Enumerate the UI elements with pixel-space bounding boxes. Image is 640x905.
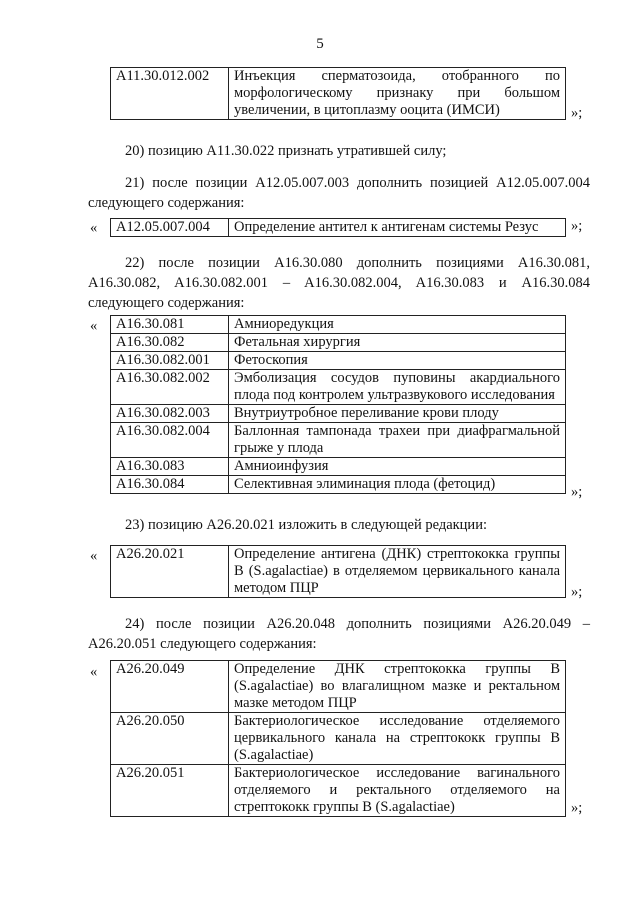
code-cell: A26.20.050 — [111, 713, 229, 765]
opening-quote: « — [90, 548, 98, 564]
name-cell: Фетальная хирургия — [229, 334, 566, 352]
item-24-text: 24) после позиции A26.20.048 дополнить позициями A26.20.049 – A26.20.051 следующего содержания: — [88, 616, 590, 652]
code-cell: A26.20.021 — [111, 546, 229, 598]
name-cell: Определение антигена (ДНК) стрептококка группы B (S.agalactiae) в отделяемом цервикального канала методом ПЦР — [229, 546, 566, 598]
code-cell: A16.30.084 — [111, 476, 229, 494]
table-row — [111, 316, 566, 334]
table-row — [111, 68, 566, 120]
table-row — [111, 661, 566, 713]
name-cell: Определение антител к антигенам системы Резус — [229, 219, 566, 237]
table-23 — [110, 545, 566, 598]
table-row — [111, 476, 566, 494]
closing-quote: »; — [571, 105, 583, 121]
closing-quote: »; — [571, 800, 583, 816]
page-number: 5 — [316, 36, 324, 52]
table-22 — [110, 315, 566, 494]
code-cell: A16.30.083 — [111, 458, 229, 476]
item-23-text: 23) позицию A26.20.021 изложить в следующей редакции: — [125, 517, 487, 533]
name-cell: Определение ДНК стрептококка группы B (S.agalactiae) во влагалищном мазке и ректальном мазке методом ПЦР — [229, 661, 566, 713]
code-cell: A26.20.049 — [111, 661, 229, 713]
table-row — [111, 423, 566, 458]
name-cell: Баллонная тампонада трахеи при диафрагмальной грыже у плода — [229, 423, 566, 458]
code-cell: A16.30.082.001 — [111, 352, 229, 370]
table-row — [111, 405, 566, 423]
table-row — [111, 370, 566, 405]
name-cell: Фетоскопия — [229, 352, 566, 370]
code-cell: A11.30.012.002 — [111, 68, 229, 120]
name-cell: Селективная элиминация плода (фетоцид) — [229, 476, 566, 494]
code-cell: A16.30.081 — [111, 316, 229, 334]
closing-quote: »; — [571, 484, 583, 500]
table-top — [110, 67, 566, 120]
table-row — [111, 765, 566, 817]
opening-quote: « — [90, 664, 98, 680]
table-24 — [110, 660, 566, 817]
name-cell: Инъекция сперматозоида, отобранного по морфологическому признаку при большом увеличении, в цитоплазму ооцита (ИМСИ) — [229, 68, 566, 120]
table-row — [111, 458, 566, 476]
name-cell: Эмболизация сосудов пуповины акардиального плода под контролем ультразвукового исследования — [229, 370, 566, 405]
closing-quote: »; — [571, 584, 583, 600]
opening-quote: « — [90, 318, 98, 334]
code-cell: A16.30.082 — [111, 334, 229, 352]
opening-quote: « — [90, 220, 98, 236]
table-row — [111, 713, 566, 765]
name-cell: Бактериологическое исследование отделяемого цервикального канала на стрептококк группы B (S.agalactiae) — [229, 713, 566, 765]
table-row — [111, 546, 566, 598]
name-cell: Бактериологическое исследование вагинального отделяемого и ректального отделяемого на стрептококк группы B (S.agalactiae) — [229, 765, 566, 817]
code-cell: A26.20.051 — [111, 765, 229, 817]
code-cell: A16.30.082.002 — [111, 370, 229, 405]
code-cell: A12.05.007.004 — [111, 219, 229, 237]
code-cell: A16.30.082.004 — [111, 423, 229, 458]
table-row — [111, 219, 566, 237]
item-20-text: 20) позицию A11.30.022 признать утратившей силу; — [125, 143, 447, 159]
table-21 — [110, 218, 566, 237]
name-cell: Амниоинфузия — [229, 458, 566, 476]
item-22-text: 22) после позиции A16.30.080 дополнить позициями A16.30.081, A16.30.082, A16.30.082.001 – A16.30.082.004, A16.30.083 и A16.30.084 следующего содержания: — [88, 255, 590, 311]
table-row — [111, 334, 566, 352]
name-cell: Внутриутробное переливание крови плоду — [229, 405, 566, 423]
closing-quote: »; — [571, 218, 583, 234]
table-row — [111, 352, 566, 370]
item-21-text: 21) после позиции A12.05.007.003 дополнить позицией A12.05.007.004 следующего содержания: — [88, 175, 590, 211]
code-cell: A16.30.082.003 — [111, 405, 229, 423]
name-cell: Амниоредукция — [229, 316, 566, 334]
